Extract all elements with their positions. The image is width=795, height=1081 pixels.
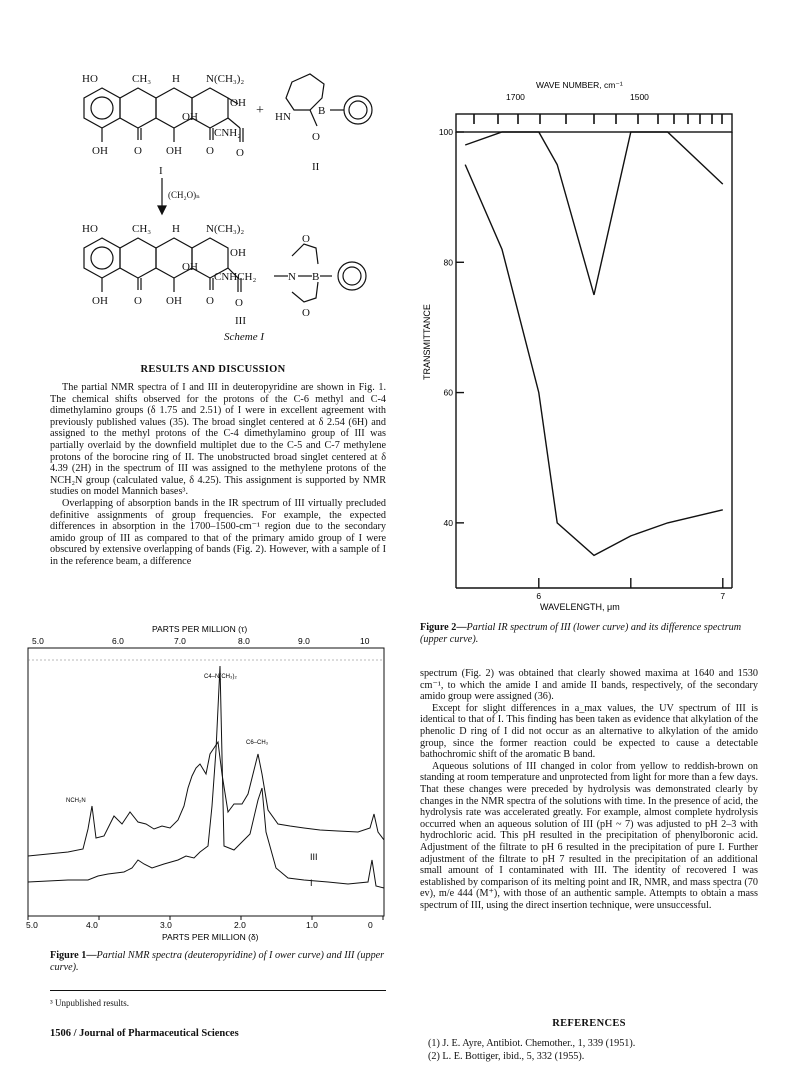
- scheme-structures: [72, 70, 382, 390]
- left-column-text: [50, 382, 386, 568]
- group-h: H: [172, 73, 180, 85]
- fig2-upper-curve: [465, 132, 723, 295]
- fig1-bottom-tick: 1.0: [306, 920, 318, 930]
- group-oh: OH: [230, 97, 246, 109]
- fig1-top-tick: 5.0: [32, 636, 44, 646]
- fig2-top-tick: 1700: [506, 92, 525, 102]
- page-footer: 1506 / Journal of Pharmaceutical Sciences: [50, 1028, 239, 1039]
- fig2-x-title: WAVELENGTH, μm: [540, 602, 620, 612]
- fig1-bottom-tick: 3.0: [160, 920, 172, 930]
- group-n: N: [288, 271, 296, 283]
- group-o-III-3: O: [235, 297, 243, 309]
- group-o-III-5: O: [302, 307, 310, 319]
- fig1-top-tick: 9.0: [298, 636, 310, 646]
- group-ch3-III: CH₃: [132, 223, 152, 235]
- group-o-III-4: O: [302, 233, 310, 245]
- ring-c-III: [120, 238, 156, 278]
- fig1-peak-nch2n: NCH₂N: [66, 798, 86, 804]
- paragraph: spectrum (Fig. 2) was obtained that clearly showed maxima at 1640 and 1530 cm⁻¹, to which the amide I and amide II bands, respectively, of the secondary amido group were assigned (36).: [420, 668, 758, 703]
- fig2-top-axis-title: WAVE NUMBER, cm⁻¹: [536, 80, 623, 90]
- group-o-III-2: O: [206, 295, 214, 307]
- reference-item: (1) J. E. Ayre, Antibiot. Chemother., 1, 339 (1951).: [428, 1038, 636, 1049]
- fig2-y-tick-label: 60: [443, 387, 453, 398]
- fig2-y-title: TRANSMITTANCE: [422, 304, 432, 380]
- group-o-3: O: [236, 147, 244, 159]
- fig1-bottom-tick: 2.0: [234, 920, 246, 930]
- group-ho-III: HO: [82, 223, 98, 235]
- fig1-top-tick: 8.0: [238, 636, 250, 646]
- group-nme2: N(CH₃)₂: [206, 73, 245, 85]
- group-cnh2: CNH₂: [214, 127, 242, 139]
- group-b-III: B: [312, 271, 320, 283]
- references-list: [428, 1038, 758, 1063]
- fig2-x-ticks: [536, 578, 725, 601]
- paragraph: Except for slight differences in a_max values, the UV spectrum of III is identical to that of I. This finding has been taken as evidence that alkylation of the phenolic D ring of I did not occur as an alternative to alkylation of the amido group, since the former reaction could be expected to cause a detectable bathochromic shift of the aromatic B band.: [420, 702, 758, 761]
- fig2-y-tick-label: 80: [443, 257, 453, 268]
- fig2-series: [465, 132, 723, 555]
- right-column-text: [420, 668, 758, 911]
- footnote: ³ Unpublished results.: [50, 998, 129, 1008]
- fig2-caption-text: Partial IR spectrum of III (lower curve) and its difference spectrum (upper curve).: [420, 622, 742, 645]
- fig2-y-tick-label: 100: [438, 127, 453, 137]
- label-compound-I: I: [159, 165, 163, 177]
- group-ch3: CH₃: [132, 73, 152, 85]
- group-oh-III: OH: [230, 247, 246, 259]
- fig1-bottom-tick: 0: [368, 920, 373, 930]
- fig1-peak-c4: C4–N(CH₃)₂: [204, 674, 237, 680]
- fig1-frame: [28, 648, 384, 916]
- fig2-top-tick: 1500: [630, 92, 649, 102]
- group-oh-3: OH: [92, 145, 108, 157]
- fig1-top-tick: 10: [360, 636, 370, 646]
- label-compound-III: III: [235, 315, 246, 327]
- plus-sign: +: [256, 103, 264, 118]
- footnote-rule: [50, 990, 386, 991]
- fig1-lower-curve: [28, 666, 384, 888]
- label-compound-II: II: [312, 161, 320, 173]
- fig2-x-tick-label: 6: [536, 591, 542, 601]
- group-o-2: O: [206, 145, 214, 157]
- fig2-y-tick-label: 40: [443, 517, 453, 528]
- group-o: O: [134, 145, 142, 157]
- figure-1-caption: [50, 950, 390, 974]
- group-oh-III-4: OH: [166, 295, 182, 307]
- fig1-bottom-axis-title: PARTS PER MILLION (δ): [162, 932, 259, 942]
- ring-d-I: [84, 88, 120, 128]
- group-h-III: H: [172, 223, 180, 235]
- group-o-4: O: [312, 131, 320, 143]
- fig1-bottom-tick: 4.0: [86, 920, 98, 930]
- group-nme2-III: N(CH₃)₂: [206, 223, 245, 235]
- ring-c-I: [120, 88, 156, 128]
- figure-2-ir-spectrum: [418, 80, 758, 620]
- fig1-curve-label-I: I: [310, 878, 313, 888]
- fig1-caption-label: Figure 1—: [50, 950, 97, 961]
- figure-1-nmr-spectra: [28, 624, 390, 944]
- group-ho: HO: [82, 73, 98, 85]
- fig2-y-ticks: [439, 127, 464, 528]
- group-cnhch2: CNHCH₂: [214, 271, 257, 283]
- fig1-top-tick: 7.0: [174, 636, 186, 646]
- paragraph: Aqueous solutions of III changed in color from yellow to reddish-brown on standing at room temperature and unprotected from light for more than a few days. That these changes were preceded by hydrolysis was demonstrated clearly by changes in the NMR spectra of the solutions with time. In the presence of acid, the hydrolysis rate was accelerated greatly. For example, almost complete hydrolysis occurred when an aqueous solution of III (pH ~ 7) was adjusted to pH 2–3 with hydrochloric acid. This pH resulted in the precipitation of phenylboronic acid. Adjustment of the filtrate to pH 6 resulted in the precipitation of pure I. Further adjustment of the filtrate to pH 7 resulted in the precipitation of an additional small amount of I contaminated with III. The identity of recovered I was established by comparison of its melting point and IR, NMR, and mass spectra (70 ev), m/e 444 (M⁺), with those of an authentic sample. Attempts to obtain a mass spectrum of III, using the direct insertion technique, were unsuccessful.: [420, 760, 758, 911]
- paragraph: Overlapping of absorption bands in the IR spectrum of III virtually precluded definitive assignments of group frequencies. For example, the expected differences in absorption in the 1700–1500-cm⁻¹ region due to the secondary amido group of III as compared to that of the primary amido group of I were obscured by extensive overlapping of bands (Fig. 2). However, with a sample of I in the reference beam, a difference: [50, 497, 386, 567]
- fig2-lower-curve: [465, 165, 723, 556]
- figure-2-caption: [420, 622, 760, 646]
- reference-item: (2) L. E. Bottiger, ibid., 5, 332 (1955).: [428, 1050, 585, 1062]
- fig1-peak-c6: C6–CH₃: [246, 740, 269, 746]
- group-oh-2: OH: [182, 111, 198, 123]
- fig2-caption-label: Figure 2—: [420, 622, 467, 633]
- group-b: B: [318, 105, 326, 117]
- ring-d-III: [84, 238, 120, 278]
- fig1-curve-label-III: III: [310, 852, 318, 862]
- paragraph: The partial NMR spectra of I and III in deuteropyridine are shown in Fig. 1. The chemical shifts observed for the protons of the C-6 methyl and C-4 dimethylamino groups (δ 1.75 and 2.51) of I were in excellent agreement with previously published values (35). The broad singlet centered at δ 2.54 (6H) and assigned to the methyl protons of the C-4 dimethylamino group of III was partially overlaid by the downfield multiplet due to the C-5 and C-7 methylene protons of the borocine ring of II. The unobstructed broad singlet centered at δ 4.39 (2H) in the spectrum of III was assigned to the methylene protons of the NCH₂N group (calculated value, δ 4.25). This assignment is supported by NMR studies on model Mannich bases³.: [50, 382, 386, 498]
- fig1-caption-text: Partial NMR spectra (deuteropyridine) of I ower curve) and III (upper curve).: [50, 950, 385, 973]
- results-heading: RESULTS AND DISCUSSION: [140, 364, 286, 375]
- group-oh-4: OH: [166, 145, 182, 157]
- reagent-label: (CH₂O)ₙ: [168, 190, 201, 200]
- scheme-caption: Scheme I: [224, 331, 265, 343]
- fig1-top-ticks: [32, 636, 370, 646]
- fig1-top-axis-title: PARTS PER MILLION (τ): [152, 624, 248, 634]
- group-oh-III-2: OH: [182, 261, 198, 273]
- fig1-bottom-tick: 5.0: [26, 920, 38, 930]
- fig1-top-tick: 6.0: [112, 636, 124, 646]
- group-o-III: O: [134, 295, 142, 307]
- group-hn: HN: [275, 111, 291, 123]
- group-oh-III-3: OH: [92, 295, 108, 307]
- fig2-x-tick-label: 7: [720, 591, 726, 601]
- references-heading: REFERENCES: [552, 1018, 626, 1029]
